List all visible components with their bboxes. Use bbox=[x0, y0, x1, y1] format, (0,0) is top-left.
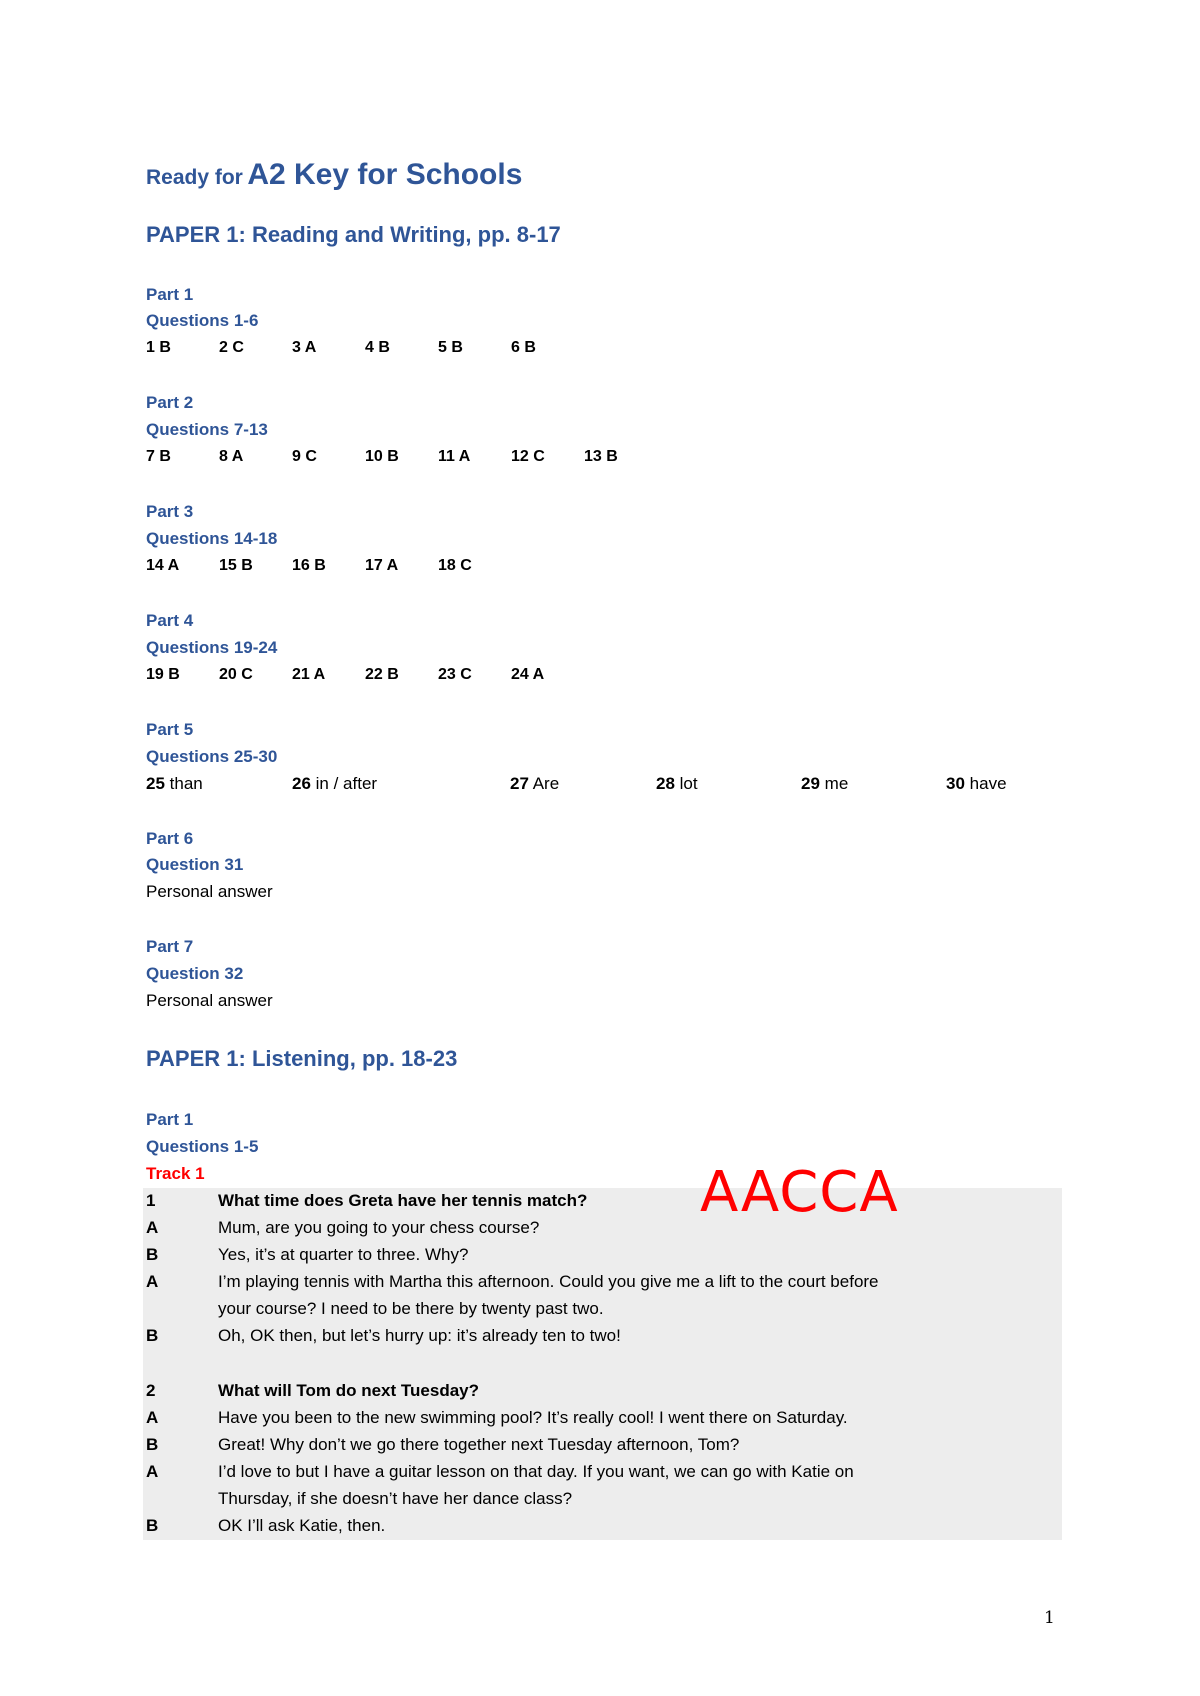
answer-item: 24 A bbox=[511, 666, 545, 683]
answer-item: 11 A bbox=[438, 448, 471, 465]
part-label: Part 1 bbox=[146, 1110, 194, 1129]
answer-item: 14 A bbox=[146, 557, 180, 574]
part-label: Part 2 bbox=[146, 393, 194, 412]
part-label: Part 1 bbox=[146, 285, 194, 304]
answer-item: 25 than bbox=[146, 774, 203, 793]
watermark-text: AACCA bbox=[700, 1160, 899, 1225]
personal-answer-text: Personal answer bbox=[146, 991, 273, 1010]
answer-item: 8 A bbox=[219, 448, 244, 465]
questions-label: Question 31 bbox=[146, 855, 244, 874]
questions-label: Questions 7-13 bbox=[146, 420, 268, 439]
part-label: Part 4 bbox=[146, 611, 194, 630]
answer-item: 28 lot bbox=[656, 774, 698, 793]
answer-item: 16 B bbox=[292, 557, 326, 574]
answer-item: 5 B bbox=[438, 339, 463, 356]
part-label: Part 6 bbox=[146, 829, 194, 848]
answer-item: 30 have bbox=[946, 774, 1007, 793]
transcript-box bbox=[143, 1188, 1062, 1540]
document-title bbox=[146, 158, 522, 192]
questions-label: Questions 14-18 bbox=[146, 529, 278, 548]
title-prefix: Ready for bbox=[146, 166, 243, 189]
track-label: Track 1 bbox=[146, 1164, 205, 1183]
questions-label: Question 32 bbox=[146, 964, 244, 983]
part-label: Part 5 bbox=[146, 720, 194, 739]
answer-item: 27 Are bbox=[510, 774, 560, 793]
answer-item: 12 C bbox=[511, 448, 545, 465]
answer-item: 22 B bbox=[365, 666, 399, 683]
page-number: 1 bbox=[1044, 1608, 1055, 1628]
section-heading-listening: PAPER 1: Listening, pp. 18-23 bbox=[146, 1046, 458, 1071]
answer-item: 18 C bbox=[438, 557, 472, 574]
answer-item: 7 B bbox=[146, 448, 171, 465]
answer-item: 10 B bbox=[365, 448, 399, 465]
answer-item: 29 me bbox=[801, 774, 849, 793]
questions-label: Questions 25-30 bbox=[146, 747, 278, 766]
personal-answer-text: Personal answer bbox=[146, 882, 273, 901]
answer-item: 6 B bbox=[511, 339, 536, 356]
answer-item: 21 A bbox=[292, 666, 326, 683]
questions-label: Questions 1-5 bbox=[146, 1137, 259, 1156]
part-label: Part 3 bbox=[146, 502, 194, 521]
answer-item: 26 in / after bbox=[292, 774, 378, 793]
answer-item: 2 C bbox=[219, 339, 244, 356]
document-page: Ready for A2 Key for Schools PAPER 1: Reading and Writing, pp. 8-17 Part 1 Questions 1-6 1 B 2 C 3 A 4 B 5 B 6 B Part 2 Questions 7-13 7 B 8 A 9 C 10 B 11 A 12 C 13 B Part 3 Questions 14-18 14 A 15 B 16 B 17 A 18 C Part 4 Questions 19-24 19 B 20 C 21 A 22 B 23 C 24 A Part 5 Questions 25-30 25 than 26 in / after 27 Are 28 lot 29 me 30 have Part 6 Question 31 Personal answer Part 7 Question 32 Personal answer PAPER 1: Listening, pp. 18-23 Part 1 Questions 1-5 Track 1 1 What time does Greta have her tennis match? A Mum, are you going to your chess course? B Yes, it’s at quarter to three. Why? A I’m playing tennis with Martha this afternoon. Could you give me a lift to the court before your course? I need to be there by twenty past two. B Oh, OK then, but let’s hurry up: it’s already ten to two! 2 What will Tom do next Tuesday? A Have you been to the new swimming pool? It’s really cool! I went there on Saturday. B Great! Why don’t we go there together next Tuesday afternoon, Tom? A I’d love to but I have a guitar lesson on that day. If you want, we can go with Katie on Thursday, if she doesn’t have her dance class? B OK I’ll ask Katie, then. AACCA 1 bbox=[0, 0, 1200, 1696]
answer-item: 17 A bbox=[365, 557, 399, 574]
answer-item: 4 B bbox=[365, 339, 390, 356]
answer-item: 19 B bbox=[146, 666, 180, 683]
answer-item: 15 B bbox=[219, 557, 253, 574]
answer-item: 3 A bbox=[292, 339, 317, 356]
part-label: Part 7 bbox=[146, 937, 194, 956]
questions-label: Questions 1-6 bbox=[146, 311, 259, 330]
answer-item: 20 C bbox=[219, 666, 253, 683]
answer-item: 13 B bbox=[584, 448, 618, 465]
section-heading-reading: PAPER 1: Reading and Writing, pp. 8-17 bbox=[146, 222, 561, 247]
title-main: A2 Key for Schools bbox=[247, 158, 523, 191]
answer-item: 1 B bbox=[146, 339, 171, 356]
questions-label: Questions 19-24 bbox=[146, 638, 278, 657]
answer-item: 23 C bbox=[438, 666, 472, 683]
answer-item: 9 C bbox=[292, 448, 317, 465]
